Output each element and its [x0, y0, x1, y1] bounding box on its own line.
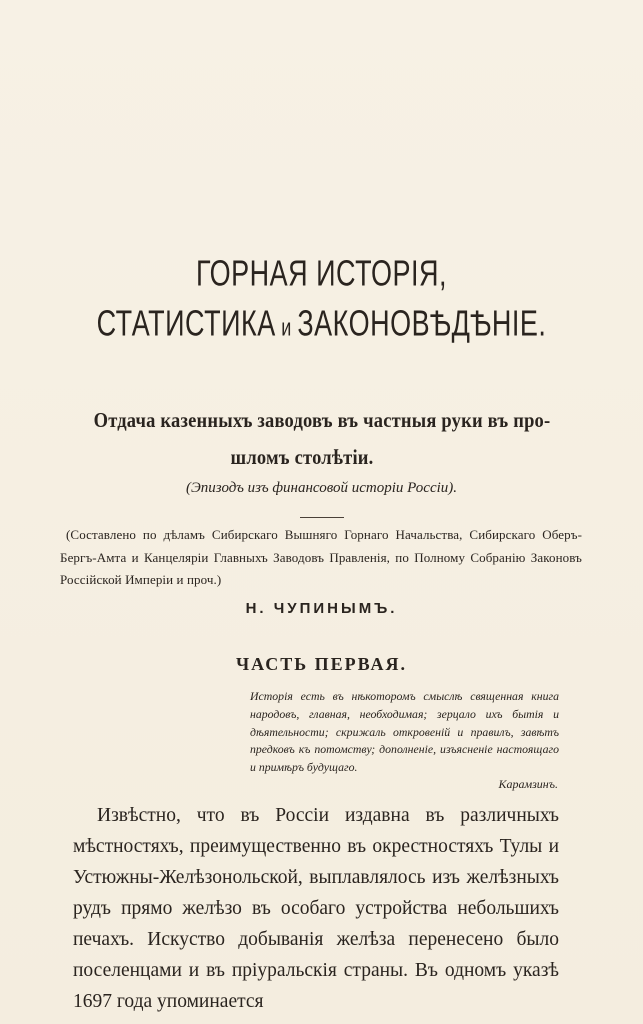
section-title-line2	[0, 303, 643, 345]
section-title-word-statistics: СТАТИСТИКА	[96, 303, 276, 344]
article-title	[52, 403, 592, 477]
section-title-word-law: ЗАКОНОВѢДѢНІЕ.	[297, 303, 547, 344]
article-title-line2: шломъ столѣтіи.	[230, 446, 374, 470]
part-heading: ЧАСТЬ ПЕРВАЯ.	[235, 654, 408, 674]
epigraph: Исторія есть въ нѣкоторомъ смыслѣ священная книга народовъ, главная, необходимая; зерцало ихъ бытія и дѣятельности; скрижаль откровеній и правилъ, завѣтъ предковъ къ потомству; дополненіе, изъясненіе настоящаго и примѣръ будущаго.	[250, 689, 559, 775]
body-text	[73, 800, 559, 1017]
divider-rule	[300, 517, 344, 518]
author-name: Н. ЧУПИНЫМЪ.	[245, 600, 398, 617]
article-title-line1: Отдача казенныхъ заводовъ въ частныя руки въ про-	[93, 409, 551, 433]
section-title-line1: ГОРНАЯ ИСТОРІЯ,	[196, 253, 447, 294]
section-title-conjunction: и	[275, 313, 298, 341]
article-subtitle: (Эпизодъ изъ финансовой исторіи Россіи).	[185, 480, 458, 496]
source-note	[60, 524, 582, 592]
source-note-text: (Составлено по дѣламъ Сибирскаго Вышняго Горнаго Начальства, Сибирскаго Оберъ-Бергъ-Амта и Канцеляріи Главныхъ Заводовъ Правленія, по Полному Собранію Законовъ Россійской Имперіи и проч.)	[60, 527, 582, 587]
epigraph-attribution: Карамзинъ.	[498, 777, 558, 791]
body-paragraph: Извѣстно, что въ Россіи издавна въ различныхъ мѣстностяхъ, преимущественно въ окрестностяхъ Тулы и Устюжны-Желѣзонольской, выплавлялось изъ желѣзныхъ рудъ прямо желѣзо въ особаго устройства небольшихъ печахъ. Искуство добыванія желѣза перенесено было поселенцами и въ пріуральскія страны. Въ одномъ указѣ 1697 года упоминается	[73, 805, 559, 1012]
